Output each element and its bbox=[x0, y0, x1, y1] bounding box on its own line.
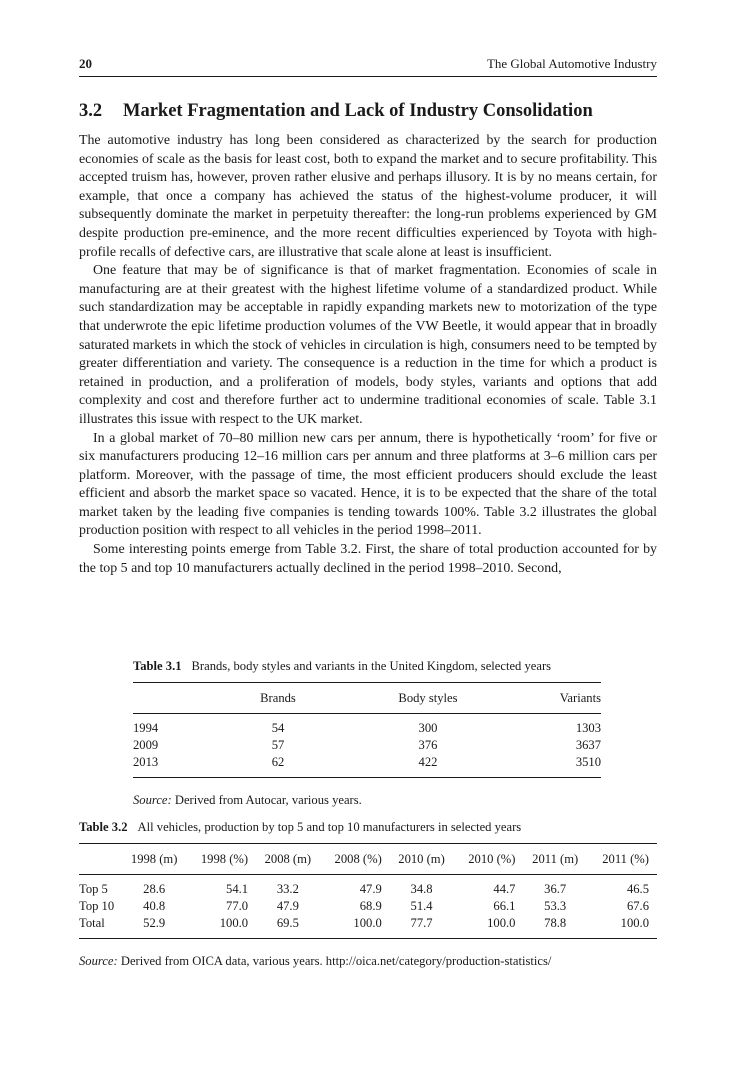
table-caption bbox=[133, 659, 601, 674]
table-cell: 3510 bbox=[575, 755, 601, 769]
column-header: 2008 (%) bbox=[320, 844, 390, 875]
table-caption-text: Brands, body styles and variants in the United Kingdom, selected years bbox=[191, 659, 552, 673]
table-cell: 1303 bbox=[575, 721, 601, 735]
table-cell: 1994 bbox=[133, 721, 159, 735]
table-header-row bbox=[79, 844, 657, 875]
table-row bbox=[79, 898, 657, 915]
column-header: 1998 (%) bbox=[186, 844, 256, 875]
table-cell: 100.0 bbox=[353, 916, 382, 930]
table-cell: 47.9 bbox=[276, 899, 299, 913]
table-cell: 62 bbox=[271, 755, 285, 769]
paragraph: One feature that may be of significance is that of market fragmentation. Economies of scale in manufacturing are at their greatest with the highest lifetime volume of a standardized product. While such standardization may be acceptable in rapidly expanding markets new to motorization of the type that underwrote the epic lifetime production volumes of the VW Beetle, it would appear that in broadly saturated markets in which the stock of vehicles in circulation is high, consumers need to be tempted by greater differentiation and variety. The consequence is a reduction in the time for which a product is retained in production, and a proliferation of models, body styles, variants and options that add complexity and cost and therefore further act to undermine traditional economies of scale. Table 3.1 illustrates this issue with respect to the UK market. bbox=[79, 263, 657, 427]
table-cell: 28.6 bbox=[143, 882, 166, 896]
table-3-2-block bbox=[79, 820, 657, 969]
table-label: Table 3.2 bbox=[79, 820, 128, 834]
column-header bbox=[133, 683, 223, 714]
column-header: Brands bbox=[223, 683, 333, 714]
table-row bbox=[79, 875, 657, 899]
table-cell: 68.9 bbox=[359, 899, 382, 913]
column-header: Body styles bbox=[333, 683, 523, 714]
table-cell: 3637 bbox=[575, 738, 601, 752]
table-cell: Top 5 bbox=[79, 882, 108, 896]
column-header: 1998 (m) bbox=[122, 844, 186, 875]
paragraph: Some interesting points emerge from Table 3.2. First, the share of total production accounted for by the top 5 and top 10 manufacturers actually declined in the period 1998–2010. Second, bbox=[79, 542, 657, 576]
table-cell: 2013 bbox=[133, 755, 159, 769]
table-cell: 69.5 bbox=[276, 916, 299, 930]
table-cell: 57 bbox=[271, 738, 285, 752]
page-number: 20 bbox=[79, 56, 92, 71]
table-cell: 47.9 bbox=[359, 882, 382, 896]
column-header: 2011 (m) bbox=[523, 844, 586, 875]
column-header: Variants bbox=[523, 683, 601, 714]
table-cell: 34.8 bbox=[410, 882, 433, 896]
column-header: 2010 (m) bbox=[390, 844, 454, 875]
table-row bbox=[79, 915, 657, 939]
table-row bbox=[133, 754, 601, 778]
column-header: 2010 (%) bbox=[453, 844, 523, 875]
table-caption-text: All vehicles, production by top 5 and top 10 manufacturers in selected years bbox=[137, 820, 522, 834]
table-cell: 100.0 bbox=[620, 916, 649, 930]
column-header: 2011 (%) bbox=[587, 844, 657, 875]
table-cell: 100.0 bbox=[487, 916, 516, 930]
table-3-1-block bbox=[133, 659, 601, 808]
source-label: Source: bbox=[133, 793, 172, 807]
table-cell: 67.6 bbox=[626, 899, 649, 913]
running-head bbox=[79, 56, 657, 77]
table-cell: 40.8 bbox=[143, 899, 166, 913]
table-cell: 2009 bbox=[133, 738, 159, 752]
table-cell: 300 bbox=[418, 721, 438, 735]
paragraph: The automotive industry has long been considered as characterized by the search for production economies of scale as the basis for least cost, both to expand the market and to secure profitability. This accepted truism has, however, proven rather elusive and perhaps illusory. It is by no means certain, for example, that once a company has achieved the status of the highest-volume producer, it will subsequently dominate the market in perpetuity thereafter: the long-run problems experienced by GM despite production pre-eminence, and the more recent difficulties experienced by Toyota with high-profile recalls of defective cars, are illustrative that scale alone at least is insufficient. bbox=[79, 133, 657, 260]
source-text: Derived from Autocar, various years. bbox=[174, 793, 362, 807]
table-source bbox=[79, 954, 657, 969]
table-cell: 77.0 bbox=[226, 899, 249, 913]
table-cell: 100.0 bbox=[219, 916, 249, 930]
table-3-2 bbox=[79, 843, 657, 939]
section-heading bbox=[79, 101, 657, 122]
table-cell: 53.3 bbox=[544, 899, 567, 913]
table-cell: 36.7 bbox=[544, 882, 567, 896]
table-cell: 54.1 bbox=[226, 882, 249, 896]
paragraph: In a global market of 70–80 million new cars per annum, there is hypothetically ‘room’ for five or six manufacturers producing 12–16 million cars per annum and three platforms at 3–6 million cars per platform. Moreover, with the passage of time, the most efficient producers should exclude the least efficient and absorb the market space so vacated. Hence, it is to be expected that the share of the total market taken by the leading five companies is tending towards 100%. Table 3.2 illustrates the global production position with respect to all vehicles in the period 1998–2011. bbox=[79, 430, 657, 539]
body-text bbox=[79, 132, 657, 578]
table-cell: 77.7 bbox=[410, 916, 433, 930]
table-row bbox=[133, 737, 601, 754]
table-cell: 376 bbox=[418, 738, 438, 752]
table-row bbox=[133, 714, 601, 738]
table-3-1 bbox=[133, 682, 601, 778]
table-cell: 44.7 bbox=[493, 882, 516, 896]
running-title: The Global Automotive Industry bbox=[486, 56, 657, 71]
table-cell: 66.1 bbox=[493, 899, 516, 913]
table-caption bbox=[79, 820, 657, 835]
column-header bbox=[79, 844, 122, 875]
table-cell: 33.2 bbox=[276, 882, 299, 896]
section-number: 3.2 bbox=[79, 101, 103, 121]
table-cell: 422 bbox=[418, 755, 438, 769]
table-cell: 46.5 bbox=[626, 882, 649, 896]
table-cell: Total bbox=[79, 916, 105, 930]
table-header-row bbox=[133, 683, 601, 714]
source-text: Derived from OICA data, various years. http://oica.net/category/production-statistics/ bbox=[120, 954, 552, 968]
column-header: 2008 (m) bbox=[256, 844, 320, 875]
table-source bbox=[133, 793, 601, 808]
table-cell: 52.9 bbox=[143, 916, 166, 930]
table-cell: 78.8 bbox=[544, 916, 567, 930]
table-cell: 54 bbox=[271, 721, 285, 735]
section-title: Market Fragmentation and Lack of Industry Consolidation bbox=[123, 101, 593, 121]
table-cell: Top 10 bbox=[79, 899, 115, 913]
table-cell: 51.4 bbox=[410, 899, 433, 913]
source-label: Source: bbox=[79, 954, 118, 968]
table-label: Table 3.1 bbox=[133, 659, 182, 673]
